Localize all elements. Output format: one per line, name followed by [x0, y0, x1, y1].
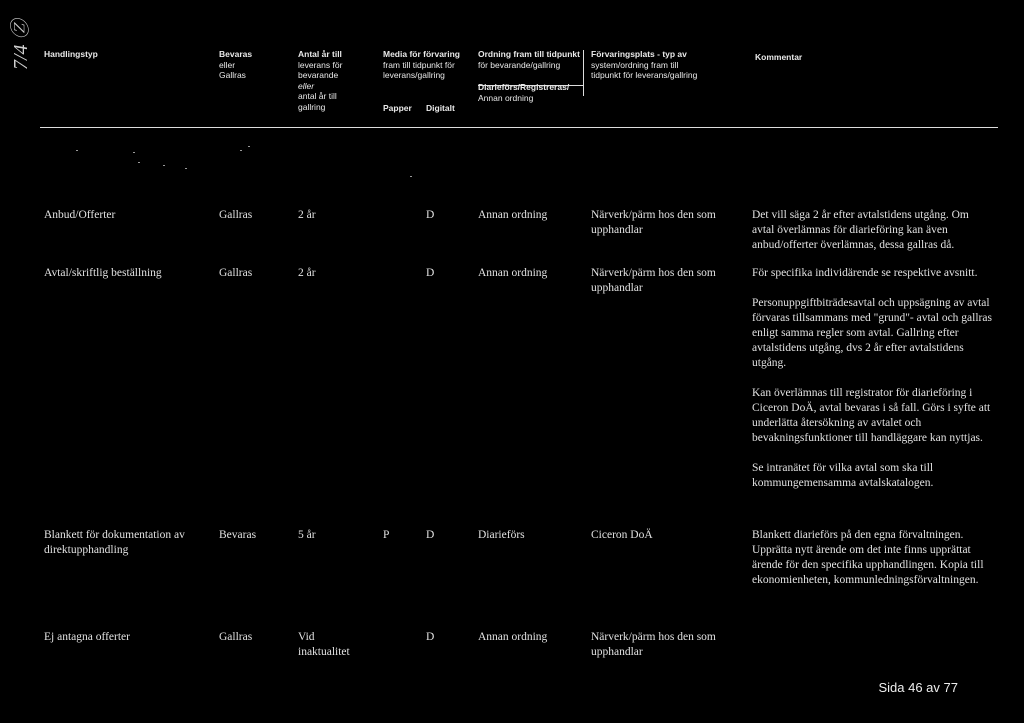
- row2-digitalt: D: [426, 267, 435, 279]
- header-media: Media för förvaring fram till tidpunkt för leverans/gallring: [383, 49, 460, 80]
- header-column-divider: [583, 50, 584, 96]
- header-ordning: Ordning fram till tidpunkt för bevarande/gallring: [478, 49, 580, 70]
- row4-ordning: Annan ordning: [478, 631, 548, 643]
- row3-ordning: Diarieförs: [478, 529, 525, 541]
- row4-forvaring: Närverk/pärm hos den som upphandlar: [591, 631, 716, 658]
- row2-ordning: Annan ordning: [478, 267, 548, 279]
- row4-handlingstyp: Ej antagna offerter: [44, 631, 130, 643]
- header-forvaring: Förvaringsplats - typ av system/ordning fram till tidpunkt för leverans/gallring: [591, 49, 698, 80]
- row4-digitalt: D: [426, 631, 435, 643]
- row3-forvaring: Ciceron DoÄ: [591, 529, 653, 541]
- row1-digitalt: D: [426, 209, 435, 221]
- header-media-papper: Papper: [383, 103, 412, 113]
- header-ordning-sub: Diarieförs/Registreras/ Annan ordning: [478, 82, 570, 103]
- margin-annotation: 7/4 Ⓩ: [10, 19, 32, 70]
- header-rule: [40, 127, 998, 128]
- row2-bevaras: Gallras: [219, 267, 253, 279]
- row2-forvaring: Närverk/pärm hos den som upphandlar: [591, 267, 716, 294]
- row2-antal: 2 år: [298, 267, 316, 279]
- row3-handlingstyp: Blankett för dokumentation av direktupphandling: [44, 529, 185, 556]
- header-bevaras: Bevaras eller Gallras: [219, 49, 253, 80]
- header-media-digitalt: Digitalt: [426, 103, 455, 113]
- header-antal: Antal år till leverans för bevarande eller antal år till gallring: [298, 49, 343, 112]
- row4-bevaras: Gallras: [219, 631, 253, 643]
- row3-bevaras: Bevaras: [219, 529, 257, 541]
- row1-kommentar: Det vill säga 2 år efter avtalstidens utgång. Om avtal överlämnas för diarieföring kan även anbud/offerter överlämnas, dessa gallras då.: [752, 209, 969, 251]
- row1-bevaras: Gallras: [219, 209, 253, 221]
- page-number: Sida 46 av 77: [878, 680, 958, 695]
- row3-antal: 5 år: [298, 529, 316, 541]
- row1-ordning: Annan ordning: [478, 209, 548, 221]
- header-handlingstyp: Handlingstyp: [44, 49, 98, 59]
- row1-handlingstyp: Anbud/Offerter: [44, 209, 116, 221]
- row3-kommentar: Blankett diarieförs på den egna förvaltningen. Upprätta nytt ärende om det inte finns upprättat ärende för den specifika upphandlingen. Kopia till ekonomienheten, kommunledningsförvaltningen.: [752, 529, 984, 586]
- row1-antal: 2 år: [298, 209, 316, 221]
- row3-papper: P: [383, 529, 390, 541]
- header-kommentar: Kommentar: [755, 52, 803, 62]
- row3-digitalt: D: [426, 529, 435, 541]
- row2-kommentar: För specifika individärende se respektive avsnitt. Personuppgiftbiträdesavtal och uppsägning av avtal förvaras tillsammans med "grund"- avtal och gallras enligt samma regler som avtal. Gallring efter avtalstidens utgång, dvs 2 år efter avtalstidens utgång. Kan överlämnas till registrator för diarieföring i Ciceron DoÄ, avtal bevaras i så fall. Görs i syfte att underlätta återsökning av avtalet och bevakningsfunktioner till handläggare kan nyttjas. Se intranätet för vilka avtal som ska till kommungemensamma avtalskatalogen.: [752, 267, 992, 489]
- row2-handlingstyp: Avtal/skriftlig beställning: [44, 267, 162, 279]
- row4-antal: Vid inaktualitet: [298, 631, 350, 658]
- row1-forvaring: Närverk/pärm hos den som upphandlar: [591, 209, 716, 236]
